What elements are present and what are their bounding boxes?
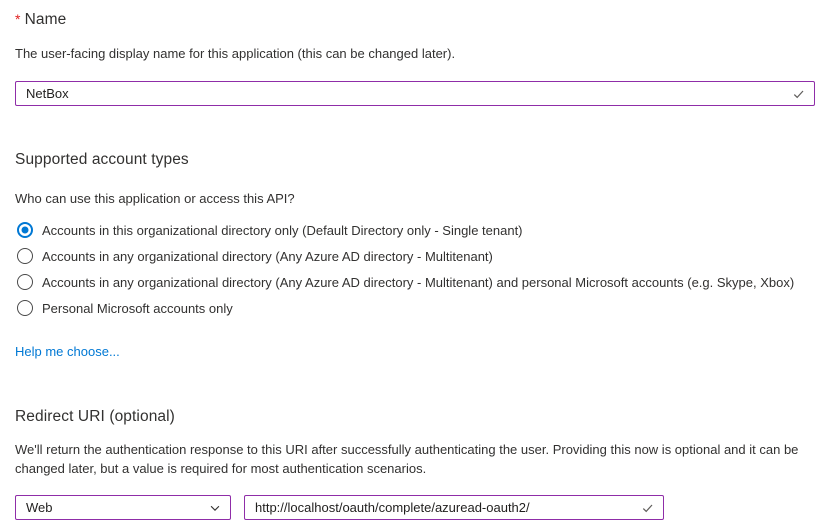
redirect-uri-field: [244, 495, 664, 520]
platform-selected-value: Web: [26, 500, 53, 515]
valid-check-icon: [791, 86, 806, 101]
required-asterisk: *: [15, 11, 21, 27]
account-types-radio-group: [15, 217, 815, 321]
radio-option-label[interactable]: Accounts in any organizational directory (Any Azure AD directory - Multitenant): [42, 248, 493, 264]
redirect-uri-row: [15, 495, 815, 520]
valid-check-icon: [640, 500, 655, 515]
name-label: Name: [24, 11, 67, 28]
radio-option-multitenant[interactable]: [15, 243, 815, 269]
platform-select-dropdown[interactable]: [15, 495, 231, 520]
redirect-uri-description: We'll return the authentication response to this URI after successfully authenticating the user. Providing this now is optional and it can be changed later, but a value is required for most authentication scenarios.: [15, 442, 799, 476]
radio-button-icon[interactable]: [17, 222, 33, 238]
radio-option-personal-only[interactable]: [15, 295, 815, 321]
account-types-section: [15, 151, 815, 361]
chevron-down-icon: [208, 501, 222, 515]
radio-option-label[interactable]: Personal Microsoft accounts only: [42, 300, 233, 316]
radio-button-icon[interactable]: [17, 274, 33, 290]
redirect-uri-section: [15, 408, 815, 520]
name-input[interactable]: [16, 82, 814, 105]
radio-button-icon[interactable]: [17, 248, 33, 264]
help-me-choose-link[interactable]: Help me choose...: [15, 344, 120, 359]
name-section: [15, 11, 815, 106]
name-description: The user-facing display name for this application (this can be changed later).: [15, 46, 456, 61]
account-types-question: Who can use this application or access this API?: [15, 191, 295, 206]
radio-option-label[interactable]: Accounts in this organizational directory only (Default Directory only - Single tenant): [42, 222, 523, 238]
radio-option-single-tenant[interactable]: [15, 217, 815, 243]
redirect-uri-title: Redirect URI (optional): [15, 408, 175, 425]
radio-button-icon[interactable]: [17, 300, 33, 316]
name-input-field: [15, 81, 815, 106]
radio-option-multitenant-personal[interactable]: [15, 269, 815, 295]
radio-option-label[interactable]: Accounts in any organizational directory (Any Azure AD directory - Multitenant) and personal Microsoft accounts (e.g. Skype, Xbox): [42, 274, 795, 290]
name-section-title: [15, 11, 815, 29]
account-types-title: Supported account types: [15, 151, 189, 168]
